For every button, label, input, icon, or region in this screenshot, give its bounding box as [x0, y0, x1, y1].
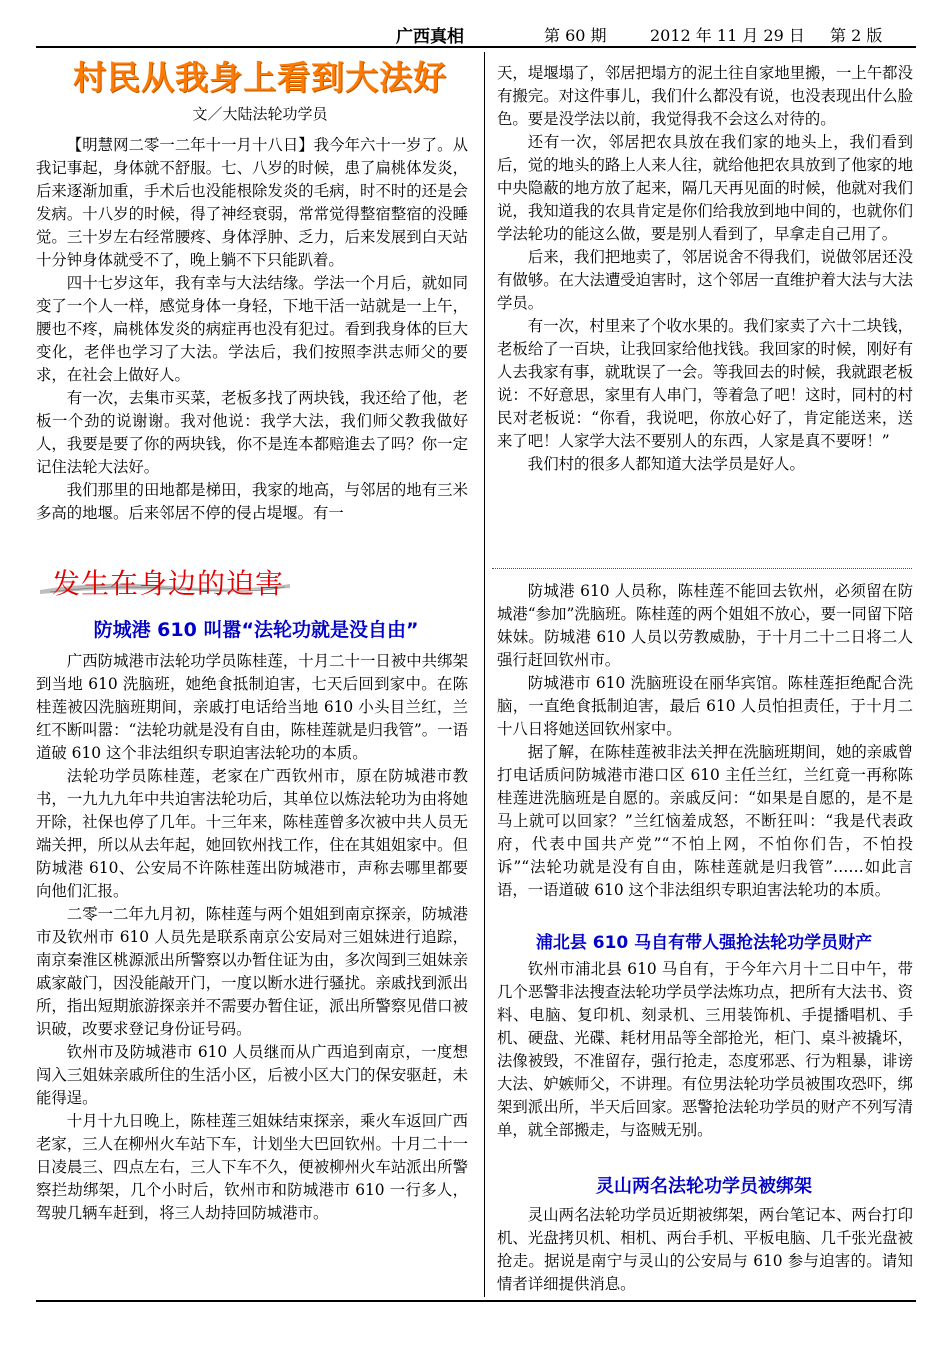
- paragraph: 有一次，去集市买菜，老板多找了两块钱，我还给了他，老板一个劲的说谢谢。我对他说：我学大法，我们师父教我做好人，我要是要了你的两块钱，你不是连本都赔進去了吗？你一定记住法轮大法好。: [36, 389, 468, 476]
- paragraph: 防城港 610 人员称，陈桂莲不能回去钦州，必须留在防城港“参加”洗脑班。陈桂莲的两个姐姐不放心，要一同留下陪妹妹。防城港 610 人员以劳教威胁，于十月二十二日将二人强行赶回钦州市。: [497, 582, 913, 669]
- page-number: 第 2 版: [830, 26, 883, 45]
- newspaper-name: 广西真相: [396, 27, 464, 47]
- paragraph: 天，堤堰塌了，邻居把塌方的泥土往自家地里搬，一上午都没有搬完。对这件事儿，我们什么都没有说，也没表现出什么脸色。要是没学法以前，我觉得我不会这么对待的。: [497, 64, 913, 128]
- issue-date: 2012 年 11 月 29 日: [650, 26, 805, 45]
- paragraph: 灵山两名法轮功学员近期被绑架，两台笔记本、两台打印机、光盘拷贝机、相机、两台手机、平板电脑、几千张光盘被抢走。据说是南宁与灵山的公安局与 610 参与迫害的。请知情者详细提供消息。: [497, 1206, 913, 1293]
- article2-title: 防城港 610 叫嚣“法轮功就是没自由”: [93, 619, 419, 641]
- section-title: 发生在身边的迫害: [52, 567, 285, 600]
- paragraph: 我们那里的田地都是梯田，我家的地高，与邻居的地有三米多高的地堰。后来邻居不停的侵占堤堰。有一: [36, 481, 468, 522]
- article1-left-column: [36, 134, 468, 525]
- paragraph: 还有一次，邻居把农具放在我们家的地头上，我们看到后，觉的地头的路上人来人往，就给他把农具放到了他家的地中央隐蔽的地方放了起来，隔几天再见面的时候，他就对我们说，我知道我的农具肯定是你们给我放到地中间的，也就你们学法轮功的能这么做，要是别人看到了，早拿走自己用了。: [497, 133, 913, 243]
- paragraph: 十月十九日晚上，陈桂莲三姐妹结束探亲，乘火车返回广西老家，三人在柳州火车站下车，计划坐大巴回钦州。十月二十一日凌晨三、四点左右，三人下车不久，便被柳州火车站派出所警察拦劫绑架，几个小时后，钦州市和防城港市 610 一行多人，驾驶几辆车赶到，将三人劫持回防城港市。: [36, 1112, 468, 1222]
- article-byline: 文／大陆法轮功学员: [192, 105, 328, 123]
- article2-left-column: [36, 650, 468, 1225]
- article-title: 村民从我身上看到大法好: [73, 58, 447, 97]
- article3-title: 浦北县 610 马自有带人强抢法轮功学员财产: [535, 933, 873, 953]
- paragraph: 我们村的很多人都知道大法学员是好人。: [527, 455, 805, 473]
- footer-rule: [36, 1300, 916, 1302]
- paragraph: 钦州市浦北县 610 马自有，于今年六月十二日中午，带几个恶警非法搜查法轮功学员学法炼功点，把所有大法书、资料、电脑、复印机、刻录机、三用装饰机、手提播唱机、手机、硬盘、光碟、耗材用品等全部抢光，柜门、桌斗被撬坏，法像被毁，不准留存，强行抢走，态度邪恶、行为粗暴，诽谤大法、妒嫉师父，不讲理。有位男法轮功学员被围攻恐吓，绑架到派出所，半天后回家。恶警抢法轮功学员的财产不列写清单，就全部搬走，与盗贼无别。: [497, 960, 913, 1139]
- paragraph: 据了解，在陈桂莲被非法关押在洗脑班期间，她的亲戚曾打电话质问防城港市港口区 610 主任兰红，兰红竟一再称陈桂莲进洗脑班是自愿的。亲戚反问：“如果是自愿的，是不是马上就可以回家？”兰红恼羞成怒，不断狂叫：“我是代表政府，代表中国共产党”“不怕上网，不怕你们告，不怕投诉”“法轮功就是没有自由，陈桂莲就是归我管”……如此言语，一语道破 610 这个非法组织专职迫害法轮功的本质。: [497, 743, 913, 899]
- paragraph: 四十七岁这年，我有幸与大法结缘。学法一个月后，就如同变了一个人一样，感觉身体一身轻，下地干活一站就是一上午，腰也不疼，扁桃体发炎的病症再也没有犯过。看到我身体的巨大变化，老伴也学习了大法。学法后，我们按照李洪志师父的要求，在社会上做好人。: [36, 274, 468, 384]
- paragraph: 钦州市及防城港市 610 人员继而从广西追到南京，一度想闯入三姐妹亲戚所住的生活小区，后被小区大门的保安驱赶，未能得逞。: [36, 1043, 468, 1107]
- article3-column: [497, 958, 913, 1142]
- page-header: [36, 22, 916, 48]
- paragraph: 防城港市 610 洗脑班设在丽华宾馆。陈桂莲拒绝配合洗脑，一直绝食抵制迫害，最后 610 人员怕担责任，于十月二十八日将她送回钦州家中。: [497, 674, 913, 738]
- paragraph: 后来，我们把地卖了，邻居说舍不得我们，说做邻居还没有做够。在大法遭受迫害时，这个邻居一直维护着大法与大法学员。: [497, 248, 913, 312]
- header-rule: [36, 46, 916, 48]
- paragraph: 广西防城港市法轮功学员陈桂莲，十月二十一日被中共绑架到当地 610 洗脑班，她绝食抵制迫害，七天后回到家中。在陈桂莲被囚洗脑班期间，亲戚打电话给当地 610 小头目兰红，兰红不断叫嚣：“法轮功就是没有自由，陈桂莲就是归我管”。一语道破 610 这个非法组织专职迫害法轮功的本质。: [36, 652, 468, 762]
- paragraph: 法轮功学员陈桂莲，老家在广西钦州市，原在防城港市教书，一九九九年中共迫害法轮功后，其单位以炼法轮功为由将她开除，社保也停了几年。十三年来，陈桂莲曾多次被中共人员无端关押，所以从去年起，她回钦州找工作，住在其姐姐家中。但防城港 610、公安局不许陈桂莲出防城港市，声称去哪里都要向他们汇报。: [36, 767, 468, 900]
- paragraph: 二零一二年九月初，陈桂莲与两个姐姐到南京探亲，防城港市及钦州市 610 人员先是联系南京公安局对三姐妹进行追踪，南京秦淮区桃源派出所警察以办暂住证为由，多次闯到三姐妹亲戚家敲门，因没能敲开门，一度以断水进行骚扰。亲戚找到派出所，指出短期旅游探亲并不需要办暂住证，派出所警察见借口被识破，改要求登记身份证号码。: [36, 905, 468, 1038]
- section-divider: [492, 568, 912, 569]
- article4-column: [497, 1204, 913, 1296]
- article2-right-column: [497, 580, 913, 902]
- paragraph: 有一次，村里来了个收水果的。我们家卖了六十二块钱，老板给了一百块，让我回家给他找钱。我回家的时候，刚好有人去我家有事，就耽误了一会。等我回去的时候，我就跟老板说：不好意思，家里有人串门，等着急了吧！这时，同村的村民对老板说：“你看，我说吧，你放心好了，肯定能送来，送来了吧！人家学大法不要别人的东西，人家是真不要呀！”: [497, 317, 913, 450]
- paragraph: 【明慧网二零一二年十一月十八日】我今年六十一岁了。从我记事起，身体就不舒服。七、八岁的时候，患了扁桃体发炎，后来逐渐加重，手术后也没能根除发炎的毛病，时不时的还是会发病。十八岁的时候，得了神经衰弱，常常觉得整宿整宿的没睡觉。三十岁左右经常腰疼、身体浮肿、乏力，后来发展到白天站十分钟身体就受不了，晚上躺不下只能趴着。: [36, 136, 468, 269]
- column-divider: [484, 52, 485, 1297]
- issue-number: 第 60 期: [544, 26, 607, 45]
- section-heading: [40, 566, 340, 602]
- article4-title: 灵山两名法轮功学员被绑架: [596, 1176, 812, 1197]
- article1-right-column: [497, 62, 913, 476]
